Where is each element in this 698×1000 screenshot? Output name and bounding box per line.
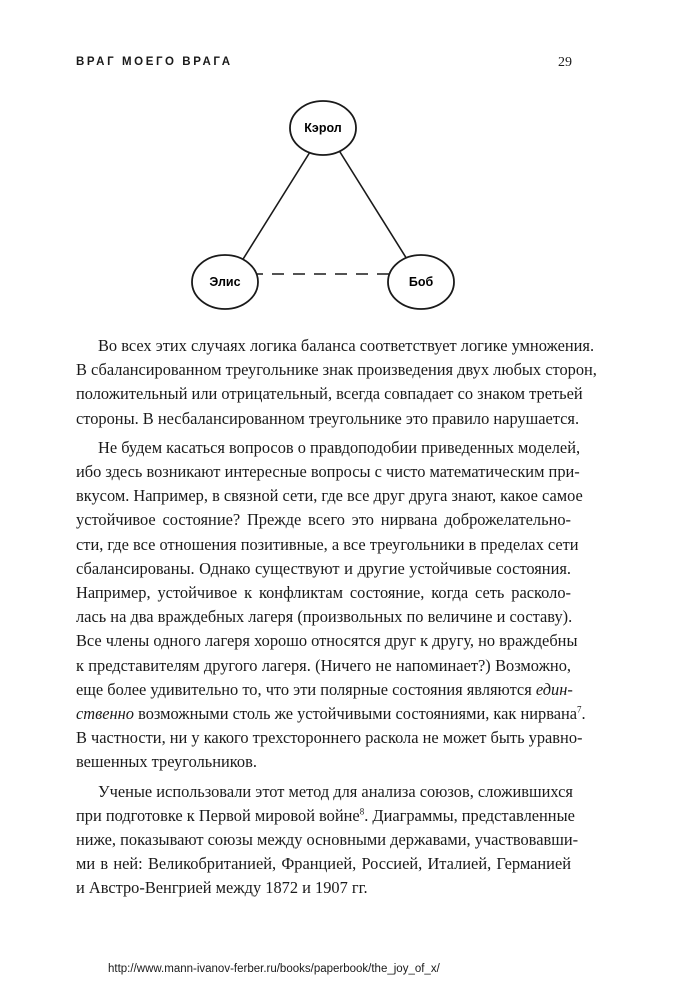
text-line: сбалансированы. Однако существуют и другие устойчивые состояния. bbox=[76, 558, 571, 578]
text-segment: . bbox=[581, 704, 586, 724]
text-line: лась на два враждебных лагеря (произвольных по величине и составу). bbox=[76, 607, 573, 627]
source-url[interactable]: http://www.mann-ivanov-ferber.ru/books/paperbook/the_joy_of_x/ bbox=[108, 963, 440, 975]
running-title: ВРАГ МОЕГО ВРАГА bbox=[76, 56, 233, 68]
footnote-ref-8[interactable]: 8 bbox=[359, 806, 365, 817]
text-line: стороны. В несбалансированном треугольнике это правило нарушается. bbox=[76, 408, 580, 428]
node-bob-label: Боб bbox=[408, 275, 434, 289]
node-carol-label: Кэрол bbox=[304, 121, 342, 135]
text-segment: при подготовке к Первой мировой войне bbox=[76, 805, 360, 825]
emphasis-text: ственно bbox=[76, 704, 134, 724]
text-line: Все члены одного лагеря хорошо относятся друг к другу, но враждебны bbox=[76, 631, 578, 651]
text-line: Во всех этих случаях логика баланса соответствует логике умножения. bbox=[98, 336, 595, 355]
node-carol bbox=[290, 101, 356, 155]
emphasis-text: един- bbox=[535, 679, 573, 699]
text-line: В частности, ни у какого трехстороннего раскола не может быть уравно- bbox=[76, 728, 583, 748]
text-line: ми в ней: Великобританией, Францией, Россией, Италией, Германией bbox=[76, 854, 571, 874]
paragraph-3 bbox=[76, 780, 579, 901]
text-line bbox=[76, 678, 571, 702]
text-line: Например, устойчивое к конфликтам состояние, когда сеть расколо- bbox=[76, 583, 571, 603]
text-line: Ученые использовали этот метод для анализа союзов, сложившихся bbox=[98, 781, 573, 801]
text-line: вешенных треугольников. bbox=[76, 752, 257, 772]
node-alice bbox=[192, 255, 258, 309]
text-line: положительный или отрицательный, всегда совпадает со знаком третьей bbox=[76, 384, 583, 404]
body-text bbox=[76, 334, 597, 901]
text-line: Не будем касаться вопросов о правдоподобии приведенных моделей, bbox=[98, 437, 581, 457]
text-line bbox=[76, 804, 575, 828]
text-line: В сбалансированном треугольнике знак произведения двух любых сторон, bbox=[76, 360, 597, 380]
text-line: устойчивое состояние? Прежде всего это нирвана доброжелательно- bbox=[76, 510, 571, 530]
page-number: 29 bbox=[558, 55, 572, 70]
text-line: и Австро-Венгрией между 1872 и 1907 гг. bbox=[76, 878, 368, 898]
text-line bbox=[76, 702, 586, 726]
node-alice-label: Элис bbox=[209, 275, 241, 289]
text-line: сти, где все отношения позитивные, а все треугольники в пределах сети bbox=[76, 534, 579, 554]
text-segment: . Диаграммы, представленные bbox=[364, 805, 575, 825]
triangle-diagram-svg bbox=[188, 98, 468, 313]
text-line: к представителям другого лагеря. (Ничего не напоминает?) Возможно, bbox=[76, 655, 571, 675]
paragraph-1 bbox=[76, 334, 597, 431]
text-line: ниже, показывают союзы между основными державами, участвовавши- bbox=[76, 830, 579, 850]
text-segment: возможными столь же устойчивыми состояниями, как нирвана bbox=[133, 704, 578, 724]
triangle-diagram bbox=[188, 98, 468, 313]
text-line: ибо здесь возникают интересные вопросы с чисто математическим при- bbox=[76, 462, 580, 482]
paragraph-2 bbox=[76, 436, 586, 775]
text-segment: еще более удивительно то, что эти полярные состояния являются bbox=[76, 679, 532, 699]
footnote-ref-7[interactable]: 7 bbox=[577, 704, 582, 715]
text-line: вкусом. Например, в связной сети, где все друг друга знают, какое самое bbox=[76, 486, 583, 506]
node-bob bbox=[388, 255, 454, 309]
